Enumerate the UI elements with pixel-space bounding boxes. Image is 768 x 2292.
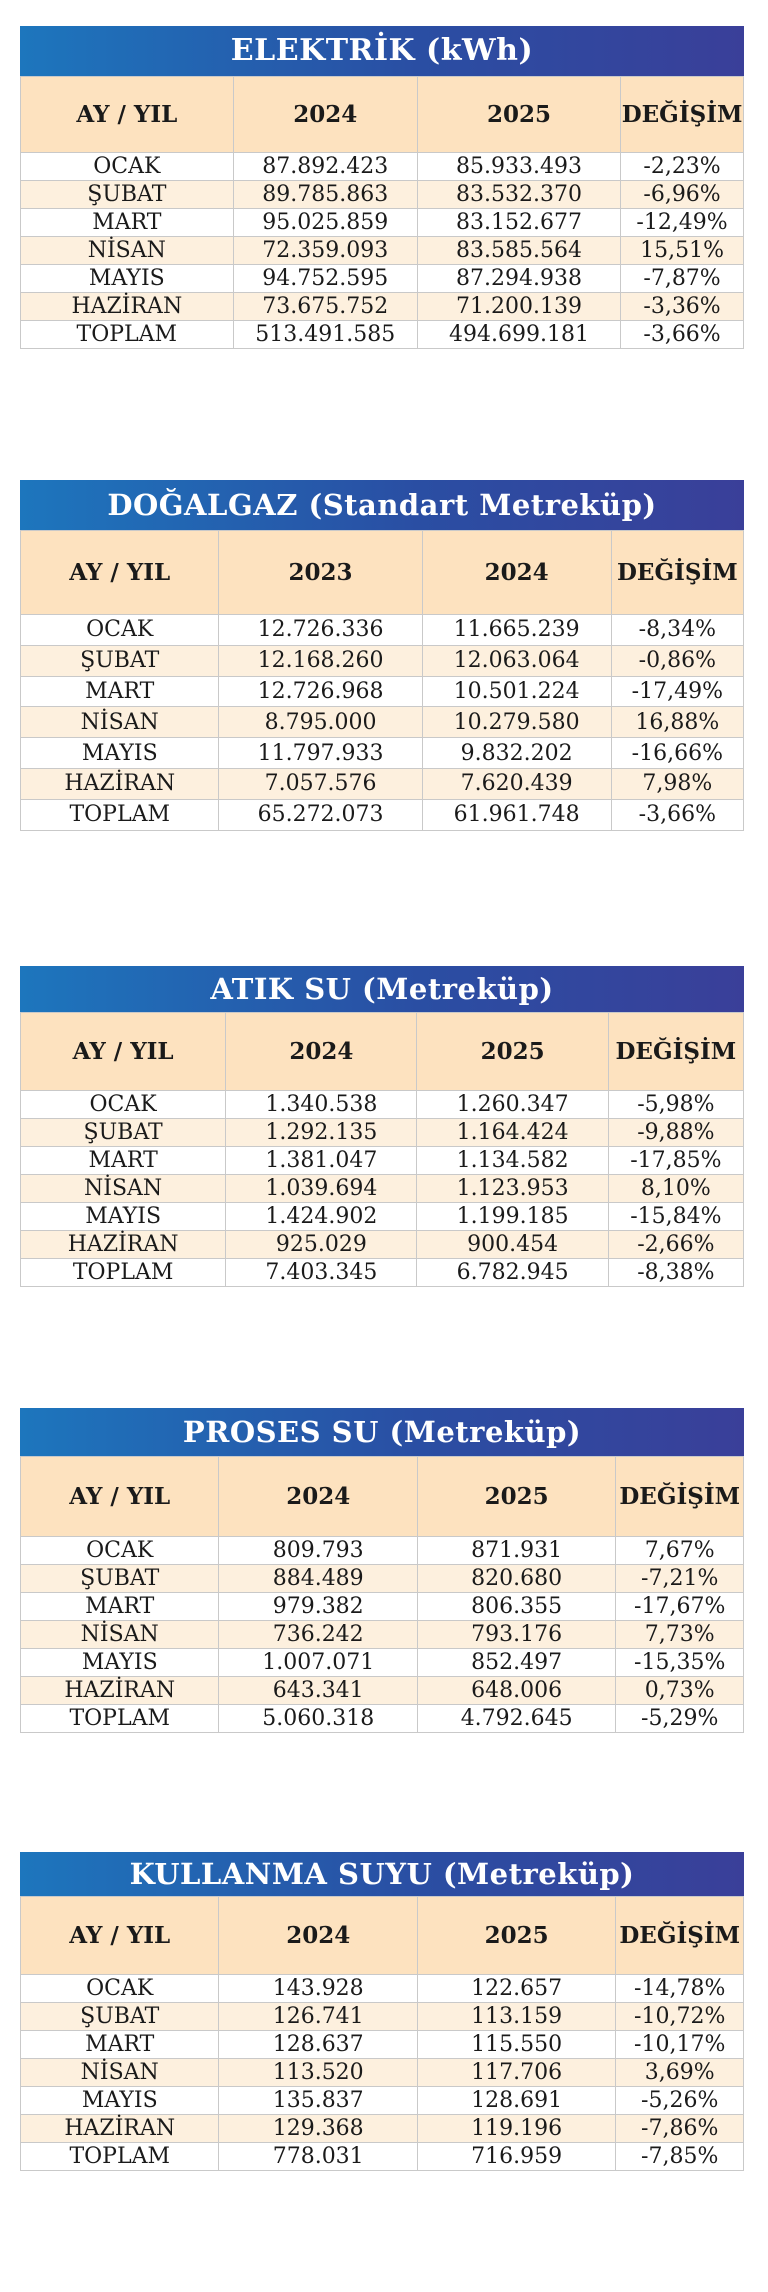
change-cell: -7,87% <box>621 265 744 293</box>
month-cell: MAYIS <box>21 1649 219 1677</box>
value-cell: 1.123.953 <box>417 1175 608 1203</box>
value-cell: 12.168.260 <box>219 645 422 676</box>
column-header: 2024 <box>219 1457 417 1537</box>
value-cell: 89.785.863 <box>233 181 417 209</box>
value-cell: 73.675.752 <box>233 293 417 321</box>
table-row <box>21 1677 744 1705</box>
change-cell: -2,66% <box>608 1231 743 1259</box>
table-row <box>21 1975 744 2003</box>
value-cell: 87.892.423 <box>233 153 417 181</box>
value-cell: 129.368 <box>219 2115 417 2143</box>
value-cell: 820.680 <box>417 1565 615 1593</box>
data-table <box>20 76 744 349</box>
change-cell: -7,86% <box>616 2115 744 2143</box>
value-cell: 900.454 <box>417 1231 608 1259</box>
table-row <box>21 1621 744 1649</box>
value-cell: 4.792.645 <box>417 1705 615 1733</box>
month-cell: MART <box>21 1593 219 1621</box>
header-row <box>21 1457 744 1537</box>
month-cell: OCAK <box>21 615 219 646</box>
table-row <box>21 1649 744 1677</box>
table-row <box>21 153 744 181</box>
value-cell: 72.359.093 <box>233 237 417 265</box>
value-cell: 126.741 <box>219 2003 417 2031</box>
table-row <box>21 1091 744 1119</box>
value-cell: 113.159 <box>417 2003 615 2031</box>
header-row <box>21 1897 744 1975</box>
value-cell: 135.837 <box>219 2087 417 2115</box>
table-row <box>21 738 744 769</box>
change-cell: -8,38% <box>608 1259 743 1287</box>
month-cell: MART <box>21 676 219 707</box>
table-row <box>21 707 744 738</box>
value-cell: 9.832.202 <box>422 738 611 769</box>
value-cell: 793.176 <box>417 1621 615 1649</box>
month-cell: HAZİRAN <box>21 1677 219 1705</box>
value-cell: 1.424.902 <box>226 1203 417 1231</box>
table-title: PROSES SU (Metreküp) <box>20 1408 744 1456</box>
column-header: 2025 <box>417 77 620 153</box>
value-cell: 884.489 <box>219 1565 417 1593</box>
column-header: 2024 <box>422 531 611 615</box>
table-row <box>21 1231 744 1259</box>
data-table <box>20 1896 744 2171</box>
value-cell: 12.726.968 <box>219 676 422 707</box>
header-row <box>21 531 744 615</box>
value-cell: 95.025.859 <box>233 209 417 237</box>
value-cell: 117.706 <box>417 2059 615 2087</box>
month-cell: NİSAN <box>21 237 234 265</box>
change-cell: -3,66% <box>611 799 743 830</box>
column-header: DEĞİŞİM <box>616 1457 744 1537</box>
month-cell: MAYIS <box>21 738 219 769</box>
value-cell: 806.355 <box>417 1593 615 1621</box>
data-table <box>20 1456 744 1733</box>
table-row <box>21 645 744 676</box>
value-cell: 1.039.694 <box>226 1175 417 1203</box>
month-cell: MART <box>21 1147 226 1175</box>
table-title: ELEKTRİK (kWh) <box>20 26 744 76</box>
column-header: AY / YIL <box>21 531 219 615</box>
value-cell: 648.006 <box>417 1677 615 1705</box>
month-cell: NİSAN <box>21 2059 219 2087</box>
change-cell: -3,36% <box>621 293 744 321</box>
month-cell: ŞUBAT <box>21 1119 226 1147</box>
value-cell: 716.959 <box>417 2143 615 2171</box>
column-header: AY / YIL <box>21 1457 219 1537</box>
value-cell: 1.164.424 <box>417 1119 608 1147</box>
data-table <box>20 1012 744 1287</box>
value-cell: 94.752.595 <box>233 265 417 293</box>
month-cell: ŞUBAT <box>21 645 219 676</box>
value-cell: 12.063.064 <box>422 645 611 676</box>
change-cell: -10,72% <box>616 2003 744 2031</box>
value-cell: 871.931 <box>417 1537 615 1565</box>
table-row <box>21 2115 744 2143</box>
change-cell: 15,51% <box>621 237 744 265</box>
change-cell: -5,98% <box>608 1091 743 1119</box>
month-cell: MAYIS <box>21 2087 219 2115</box>
value-cell: 12.726.336 <box>219 615 422 646</box>
table-title: ATIK SU (Metreküp) <box>20 966 744 1012</box>
change-cell: -3,66% <box>621 321 744 349</box>
value-cell: 6.782.945 <box>417 1259 608 1287</box>
table-row <box>21 2143 744 2171</box>
table-row <box>21 676 744 707</box>
change-cell: -15,35% <box>616 1649 744 1677</box>
column-header: 2025 <box>417 1457 615 1537</box>
month-cell: HAZİRAN <box>21 1231 226 1259</box>
column-header: 2024 <box>219 1897 417 1975</box>
table-title: DOĞALGAZ (Standart Metreküp) <box>20 480 744 530</box>
table-row <box>21 1537 744 1565</box>
value-cell: 128.637 <box>219 2031 417 2059</box>
value-cell: 119.196 <box>417 2115 615 2143</box>
table-row <box>21 1203 744 1231</box>
month-cell: OCAK <box>21 1091 226 1119</box>
value-cell: 643.341 <box>219 1677 417 1705</box>
value-cell: 925.029 <box>226 1231 417 1259</box>
column-header: 2023 <box>219 531 422 615</box>
value-cell: 61.961.748 <box>422 799 611 830</box>
month-cell: TOPLAM <box>21 2143 219 2171</box>
month-cell: OCAK <box>21 153 234 181</box>
value-cell: 83.152.677 <box>417 209 620 237</box>
month-cell: NİSAN <box>21 1175 226 1203</box>
month-cell: TOPLAM <box>21 321 234 349</box>
month-cell: TOPLAM <box>21 1705 219 1733</box>
value-cell: 852.497 <box>417 1649 615 1677</box>
change-cell: -5,29% <box>616 1705 744 1733</box>
table-block-proses-su <box>20 1408 744 1733</box>
change-cell: 0,73% <box>616 1677 744 1705</box>
month-cell: ŞUBAT <box>21 181 234 209</box>
value-cell: 65.272.073 <box>219 799 422 830</box>
column-header: 2024 <box>233 77 417 153</box>
value-cell: 1.007.071 <box>219 1649 417 1677</box>
month-cell: MART <box>21 2031 219 2059</box>
month-cell: TOPLAM <box>21 1259 226 1287</box>
change-cell: 3,69% <box>616 2059 744 2087</box>
column-header: DEĞİŞİM <box>608 1013 743 1091</box>
table-row <box>21 1119 744 1147</box>
value-cell: 83.585.564 <box>417 237 620 265</box>
table-row <box>21 615 744 646</box>
month-cell: MAYIS <box>21 1203 226 1231</box>
change-cell: -7,21% <box>616 1565 744 1593</box>
change-cell: -6,96% <box>621 181 744 209</box>
value-cell: 809.793 <box>219 1537 417 1565</box>
value-cell: 71.200.139 <box>417 293 620 321</box>
change-cell: -17,85% <box>608 1147 743 1175</box>
table-row <box>21 799 744 830</box>
table-row <box>21 1259 744 1287</box>
value-cell: 1.134.582 <box>417 1147 608 1175</box>
value-cell: 128.691 <box>417 2087 615 2115</box>
value-cell: 1.381.047 <box>226 1147 417 1175</box>
table-row <box>21 181 744 209</box>
table-row <box>21 293 744 321</box>
column-header: DEĞİŞİM <box>621 77 744 153</box>
value-cell: 979.382 <box>219 1593 417 1621</box>
value-cell: 10.279.580 <box>422 707 611 738</box>
month-cell: NİSAN <box>21 1621 219 1649</box>
value-cell: 1.199.185 <box>417 1203 608 1231</box>
change-cell: 7,67% <box>616 1537 744 1565</box>
change-cell: -5,26% <box>616 2087 744 2115</box>
value-cell: 1.340.538 <box>226 1091 417 1119</box>
value-cell: 7.620.439 <box>422 768 611 799</box>
data-table <box>20 530 744 831</box>
month-cell: OCAK <box>21 1537 219 1565</box>
table-block-atik-su <box>20 966 744 1287</box>
month-cell: MAYIS <box>21 265 234 293</box>
column-header: DEĞİŞİM <box>616 1897 744 1975</box>
table-row <box>21 1175 744 1203</box>
table-row <box>21 768 744 799</box>
table-row <box>21 321 744 349</box>
table-row <box>21 1593 744 1621</box>
column-header: DEĞİŞİM <box>611 531 743 615</box>
change-cell: -2,23% <box>621 153 744 181</box>
month-cell: HAZİRAN <box>21 2115 219 2143</box>
value-cell: 7.403.345 <box>226 1259 417 1287</box>
column-header: AY / YIL <box>21 1897 219 1975</box>
change-cell: 7,98% <box>611 768 743 799</box>
value-cell: 494.699.181 <box>417 321 620 349</box>
table-block-elektri-k <box>20 26 744 349</box>
month-cell: ŞUBAT <box>21 2003 219 2031</box>
change-cell: -10,17% <box>616 2031 744 2059</box>
change-cell: -17,67% <box>616 1593 744 1621</box>
value-cell: 83.532.370 <box>417 181 620 209</box>
column-header: AY / YIL <box>21 77 234 153</box>
change-cell: -16,66% <box>611 738 743 769</box>
change-cell: -7,85% <box>616 2143 744 2171</box>
change-cell: 7,73% <box>616 1621 744 1649</box>
column-header: 2025 <box>417 1897 615 1975</box>
table-row <box>21 209 744 237</box>
change-cell: 8,10% <box>608 1175 743 1203</box>
value-cell: 7.057.576 <box>219 768 422 799</box>
value-cell: 115.550 <box>417 2031 615 2059</box>
value-cell: 113.520 <box>219 2059 417 2087</box>
value-cell: 87.294.938 <box>417 265 620 293</box>
value-cell: 8.795.000 <box>219 707 422 738</box>
value-cell: 10.501.224 <box>422 676 611 707</box>
month-cell: NİSAN <box>21 707 219 738</box>
change-cell: -9,88% <box>608 1119 743 1147</box>
change-cell: -15,84% <box>608 1203 743 1231</box>
month-cell: MART <box>21 209 234 237</box>
value-cell: 778.031 <box>219 2143 417 2171</box>
change-cell: -8,34% <box>611 615 743 646</box>
month-cell: OCAK <box>21 1975 219 2003</box>
value-cell: 1.260.347 <box>417 1091 608 1119</box>
table-row <box>21 2087 744 2115</box>
table-row <box>21 2059 744 2087</box>
value-cell: 736.242 <box>219 1621 417 1649</box>
value-cell: 85.933.493 <box>417 153 620 181</box>
value-cell: 1.292.135 <box>226 1119 417 1147</box>
month-cell: HAZİRAN <box>21 293 234 321</box>
month-cell: TOPLAM <box>21 799 219 830</box>
change-cell: -0,86% <box>611 645 743 676</box>
table-row <box>21 2031 744 2059</box>
value-cell: 143.928 <box>219 1975 417 2003</box>
table-block-kullanma-suyu <box>20 1852 744 2171</box>
month-cell: HAZİRAN <box>21 768 219 799</box>
value-cell: 5.060.318 <box>219 1705 417 1733</box>
value-cell: 11.797.933 <box>219 738 422 769</box>
value-cell: 513.491.585 <box>233 321 417 349</box>
column-header: 2025 <box>417 1013 608 1091</box>
table-row <box>21 265 744 293</box>
table-row <box>21 237 744 265</box>
column-header: AY / YIL <box>21 1013 226 1091</box>
change-cell: 16,88% <box>611 707 743 738</box>
table-title: KULLANMA SUYU (Metreküp) <box>20 1852 744 1896</box>
change-cell: -17,49% <box>611 676 743 707</box>
value-cell: 122.657 <box>417 1975 615 2003</box>
table-row <box>21 2003 744 2031</box>
change-cell: -14,78% <box>616 1975 744 2003</box>
table-row <box>21 1705 744 1733</box>
table-row <box>21 1147 744 1175</box>
change-cell: -12,49% <box>621 209 744 237</box>
header-row <box>21 77 744 153</box>
header-row <box>21 1013 744 1091</box>
column-header: 2024 <box>226 1013 417 1091</box>
value-cell: 11.665.239 <box>422 615 611 646</box>
table-row <box>21 1565 744 1593</box>
table-block-dogalgaz <box>20 480 744 831</box>
month-cell: ŞUBAT <box>21 1565 219 1593</box>
